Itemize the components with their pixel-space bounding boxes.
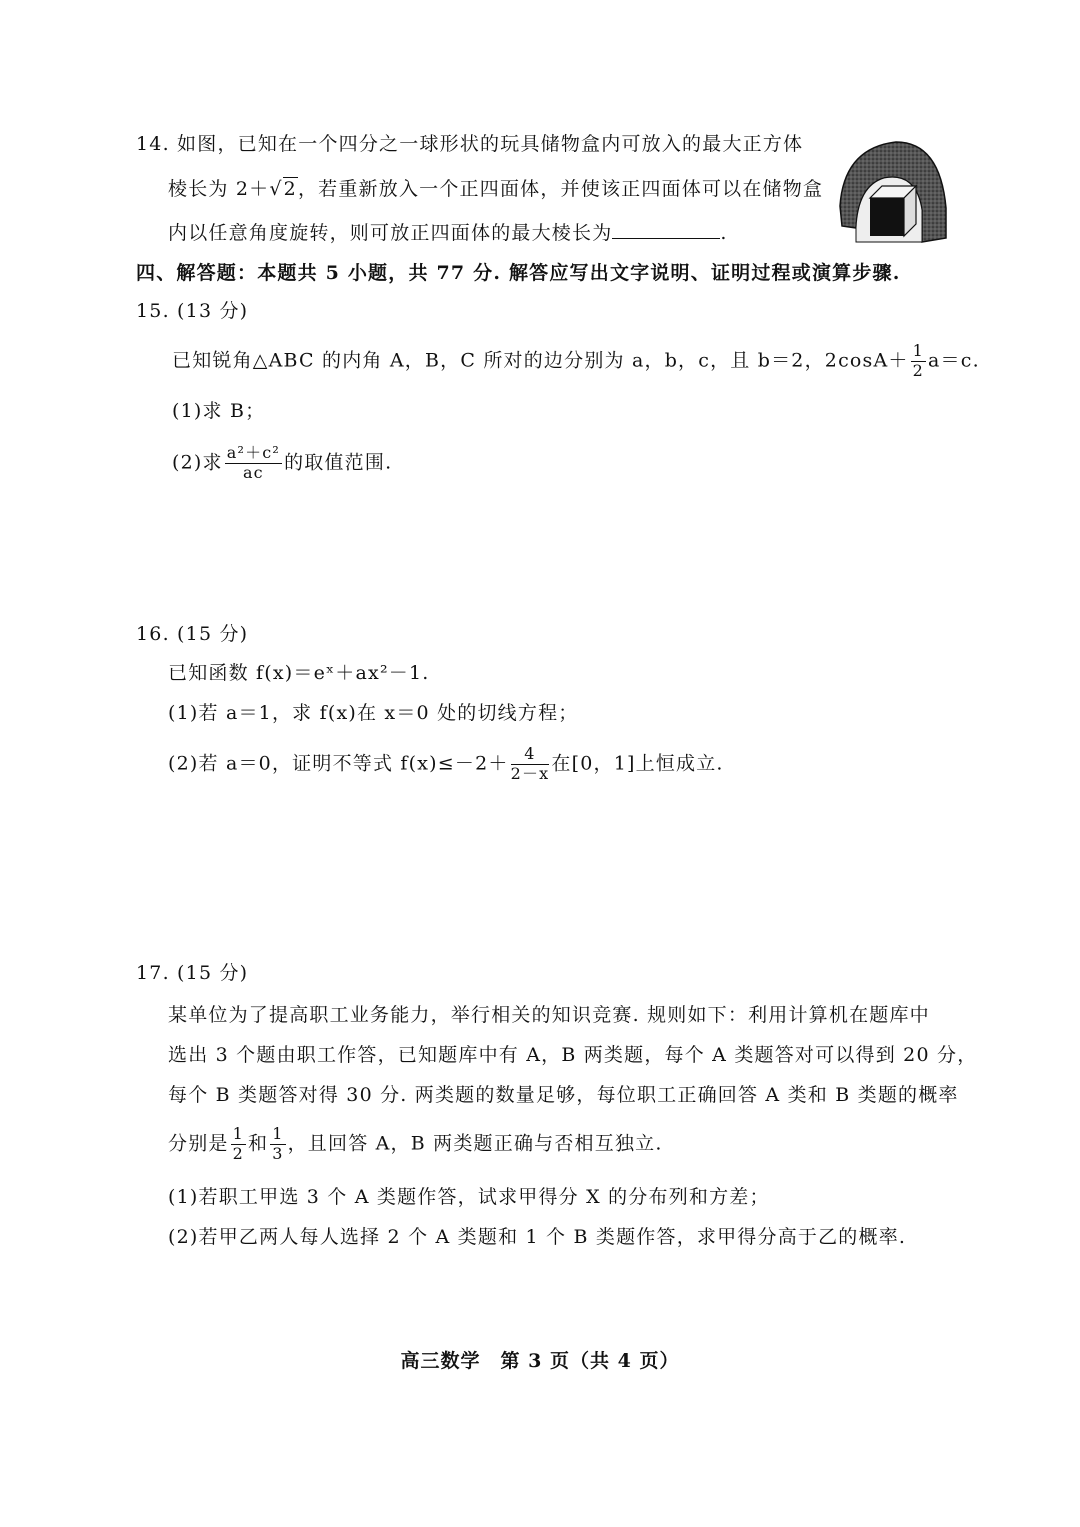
q17-line-3: 每个 B 类题答对得 30 分. 两类题的数量足够，每位职工正确回答 A 类和 B 类题的概率	[168, 1084, 959, 1106]
q17-header: 17. (15 分)	[136, 962, 249, 984]
q15-stem-pre: 已知锐角△ABC 的内角 A，B，C 所对的边分别为 a，b，c，且 b＝2，2cosA＋	[172, 349, 909, 372]
answer-blank	[612, 220, 720, 239]
q14-line-3-end: .	[720, 222, 728, 244]
q17-fraction-1	[231, 1126, 246, 1163]
q15-stem-post: a＝c.	[928, 349, 980, 372]
cube-front	[870, 198, 904, 236]
q14-line-3	[168, 220, 728, 245]
q15-header: 15. (13 分)	[136, 300, 249, 322]
q15-part-2	[172, 445, 392, 482]
q16-part-2	[168, 746, 724, 783]
q16-part-2-frac-num: 4	[511, 746, 550, 765]
q15-part-2-pre: (2)求	[172, 451, 223, 474]
q15-part-2-post: 的取值范围.	[284, 451, 393, 474]
q14-line-3-text: 内以任意角度旋转，则可放正四面体的最大棱长为	[168, 222, 613, 244]
q14-line-1: 14. 如图，已知在一个四分之一球形状的玩具储物盒内可放入的最大正方体	[136, 133, 804, 155]
q17-line-4-mid: 和	[248, 1132, 269, 1155]
q17-line-4-pre: 分别是	[168, 1132, 229, 1155]
q17-line-4-post: ，且回答 A，B 两类题正确与否相互独立.	[287, 1132, 663, 1155]
q14-line-2-pre: 棱长为 2＋	[168, 178, 270, 200]
q16-part-2-post: 在[0，1]上恒成立.	[551, 752, 724, 775]
q17-part-2: (2)若甲乙两人每人选择 2 个 A 类题和 1 个 B 类题作答，求甲得分高于乙的概率.	[168, 1226, 907, 1248]
sqrt-arg: 2	[283, 178, 297, 200]
q15-part-1: (1)求 B；	[172, 400, 266, 422]
q17-line-1: 某单位为了提高职工业务能力，举行相关的知识竞赛. 规则如下：利用计算机在题库中	[168, 1004, 930, 1026]
q16-part-2-frac-den: 2－x	[510, 763, 550, 783]
q15-part-2-frac-num: a²＋c²	[226, 443, 281, 462]
q14-line-2	[168, 178, 823, 201]
q15-stem-frac-den: 2	[912, 360, 925, 380]
q17-frac-1-den: 2	[232, 1143, 244, 1163]
q17-fraction-2	[270, 1126, 285, 1163]
q17-frac-2-num: 1	[272, 1124, 284, 1143]
q15-part-2-frac-den: ac	[242, 462, 264, 482]
q15-stem-fraction	[911, 343, 926, 380]
q16-header: 16. (15 分)	[136, 623, 249, 645]
sqrt-symbol: √2	[269, 178, 297, 200]
q16-part-1: (1)若 a＝1，求 f(x)在 x＝0 处的切线方程；	[168, 702, 579, 724]
q17-frac-1-num: 1	[232, 1124, 244, 1143]
q14-line-2-post: ，若重新放入一个正四面体，并使该正四面体可以在储物盒	[297, 178, 824, 200]
q15-stem	[172, 343, 980, 380]
q15-part-2-fraction	[225, 445, 282, 482]
q17-part-1: (1)若职工甲选 3 个 A 类题作答，试求甲得分 X 的分布列和方差；	[168, 1186, 770, 1208]
section-4-heading: 四、解答题：本题共 5 小题，共 77 分. 解答应写出文字说明、证明过程或演算步骤.	[136, 262, 901, 284]
q17-line-2: 选出 3 个题由职工作答，已知题库中有 A，B 两类题，每个 A 类题答对可以得到 20 分，	[168, 1044, 978, 1066]
q16-part-2-pre: (2)若 a＝0，证明不等式 f(x)≤－2＋	[168, 752, 509, 775]
page-footer: 高三数学 第 3 页（共 4 页）	[400, 1350, 680, 1372]
quarter-sphere-figure	[836, 138, 948, 244]
q17-line-4	[168, 1126, 663, 1163]
q17-frac-2-den: 3	[272, 1143, 284, 1163]
q15-stem-frac-num: 1	[912, 341, 925, 360]
q16-part-2-fraction	[511, 746, 550, 783]
q16-stem: 已知函数 f(x)＝eˣ＋ax²－1.	[168, 662, 430, 684]
